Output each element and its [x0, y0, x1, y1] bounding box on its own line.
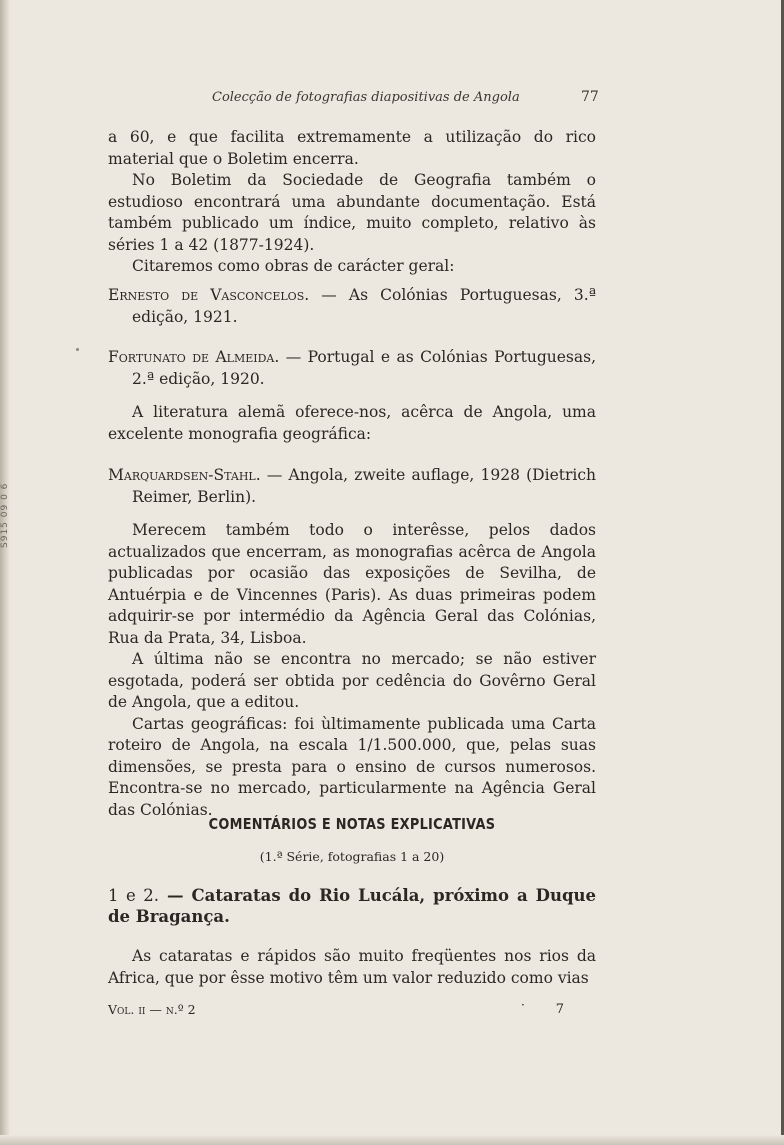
- text-block-entry: [108, 946, 596, 989]
- reference-3-author: Marquardsen-Stahl.: [108, 466, 261, 484]
- text-block-intro: [108, 127, 596, 278]
- paragraph-2: No Boletim da Sociedade de Geografia também o estudioso encontrará uma abundante documentação. Está também publicado um índice, muito completo, relativo às séries 1 a 42 (1877-1924).: [108, 171, 596, 254]
- reference-2: [108, 347, 596, 390]
- paragraph-4: A literatura alemã oferece-nos, acêrca de Angola, uma excelente monografia geográfica:: [108, 403, 596, 443]
- page-number: 77: [581, 89, 599, 105]
- running-title: Colecção de fotografias diapositivas de Angola: [212, 90, 520, 105]
- reference-3: [108, 465, 596, 508]
- reference-1-author: Ernesto de Vasconcelos.: [108, 286, 310, 304]
- library-stamp: S915 09 0 6: [0, 482, 10, 548]
- reference-3-title: — Angola, zweite auflage, 1928 (Dietrich Reimer, Berlin).: [132, 466, 596, 506]
- reference-2-author: Fortunato de Almeida.: [108, 348, 280, 366]
- reference-2-title: — Portugal e as Colónias Portuguesas, 2.ª edição, 1920.: [132, 348, 597, 388]
- paragraph-5: Merecem também todo o interêsse, pelos dados actualizados que encerram, as monografias acêrca de Angola publicadas por ocasião das exposições de Sevilha, de Antuérpia e de Vincennes (Paris). As duas primeiras podem adquirir-se por intermédio da Agência Geral das Colónias, Rua da Prata, 34, Lisboa.: [108, 521, 596, 647]
- paragraph-1: a 60, e que facilita extremamente a utilização do rico material que o Boletim encerra.: [108, 128, 596, 168]
- text-block-german: [108, 402, 596, 445]
- footer-dot: ·: [521, 998, 525, 1012]
- paragraph-6: A última não se encontra no mercado; se não estiver esgotada, poderá ser obtida por cedência do Govêrno Geral de Angola, que a editou.: [108, 650, 596, 711]
- entry-title-text: — Cataratas do Rio Lucála, próximo a Duque de Bragança.: [108, 886, 596, 926]
- ink-speck: [76, 348, 79, 351]
- entry-paragraph: As cataratas e rápidos são muito freqüentes nos rios da Africa, que por êsse motivo têm um valor reduzido como vias: [108, 947, 596, 987]
- text-block-monographs: [108, 520, 596, 821]
- reference-1-title: — As Colónias Portuguesas, 3.ª edição, 1921.: [132, 286, 597, 326]
- paragraph-7: Cartas geográficas: foi ùltimamente publicada uma Carta roteiro de Angola, na escala 1/1.500.000, que, pelas suas dimensões, se presta para o ensino de cursos numerosos. Encontra-se no mercado, particularmente na Agência Geral das Colónias.: [108, 714, 596, 819]
- entry-number: 1 e 2.: [108, 886, 159, 905]
- reference-1: [108, 285, 596, 328]
- paragraph-3: Citaremos como obras de carácter geral:: [132, 257, 455, 275]
- volume-signature: Vol. ii — n.º 2: [108, 1002, 196, 1017]
- page-bottom-edge: [0, 1135, 784, 1145]
- section-subheading: (1.ª Série, fotografias 1 a 20): [259, 849, 445, 864]
- entry-title: [108, 885, 596, 927]
- page-left-edge: [0, 0, 10, 1145]
- gathering-signature: 7: [555, 1002, 564, 1017]
- section-heading: COMENTÁRIOS E NOTAS EXPLICATIVAS: [208, 815, 496, 833]
